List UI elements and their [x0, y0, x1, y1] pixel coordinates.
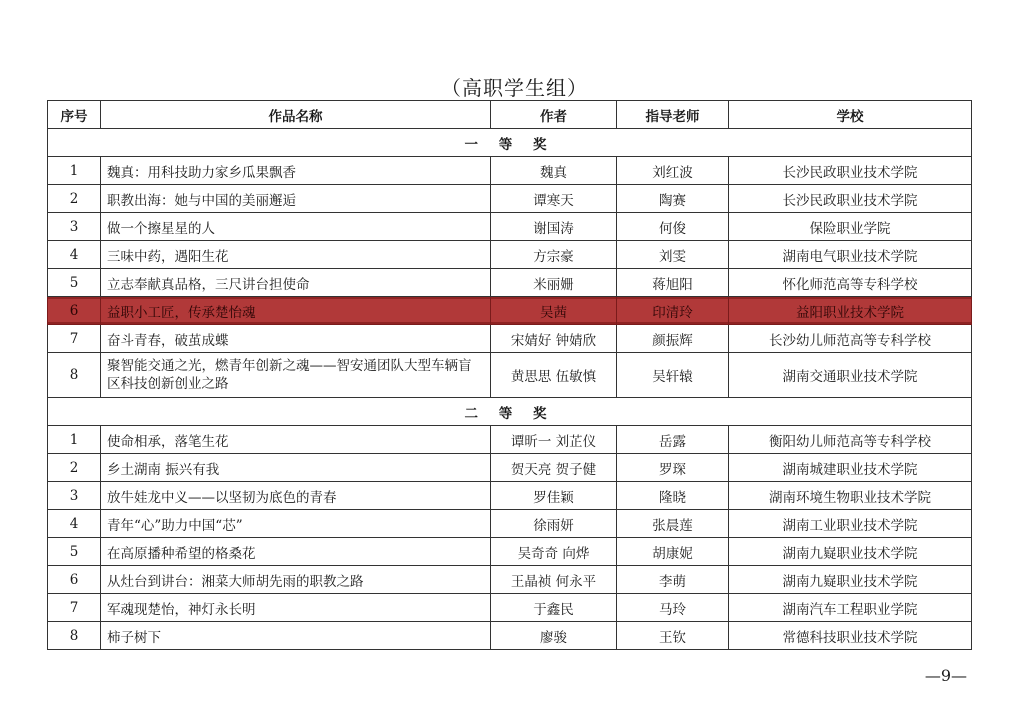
cell-school: 湖南电气职业技术学院 — [729, 241, 972, 269]
table-row-highlighted — [48, 297, 972, 325]
cell-advisor: 罗琛 — [617, 454, 729, 482]
cell-advisor: 刘红波 — [617, 157, 729, 185]
cell-school: 湖南九嶷职业技术学院 — [729, 566, 972, 594]
cell-no: 7 — [48, 594, 101, 622]
header-advisor: 指导老师 — [617, 101, 729, 129]
table-row — [48, 538, 972, 566]
cell-no: 8 — [48, 622, 101, 650]
cell-author: 米丽姗 — [491, 269, 617, 297]
cell-work: 立志奉献真品格，三尺讲台担使命 — [101, 269, 491, 297]
cell-school: 长沙民政职业技术学院 — [729, 185, 972, 213]
cell-advisor: 刘雯 — [617, 241, 729, 269]
cell-advisor: 陶赛 — [617, 185, 729, 213]
cell-no: 8 — [48, 353, 101, 398]
cell-work: 益职小工匠，传承楚怡魂 — [101, 297, 491, 325]
cell-advisor: 王钦 — [617, 622, 729, 650]
table-row — [48, 566, 972, 594]
cell-advisor: 蒋旭阳 — [617, 269, 729, 297]
cell-advisor: 李萌 — [617, 566, 729, 594]
cell-school: 衡阳幼儿师范高等专科学校 — [729, 426, 972, 454]
cell-no: 5 — [48, 538, 101, 566]
cell-school: 湖南交通职业技术学院 — [729, 353, 972, 398]
award-table — [47, 100, 972, 650]
cell-author: 吴茜 — [491, 297, 617, 325]
cell-author: 徐雨妍 — [491, 510, 617, 538]
cell-no: 1 — [48, 426, 101, 454]
cell-work: 从灶台到讲台：湘菜大师胡先雨的职教之路 — [101, 566, 491, 594]
cell-work: 军魂现楚怡，神灯永长明 — [101, 594, 491, 622]
header-row — [48, 101, 972, 129]
cell-work: 青年“心”助力中国“芯” — [101, 510, 491, 538]
cell-no: 7 — [48, 325, 101, 353]
table-title: （高职学生组） — [441, 76, 588, 100]
table-row — [48, 510, 972, 538]
cell-author: 谭昕一 刘芷仪 — [491, 426, 617, 454]
table-row — [48, 353, 972, 398]
cell-advisor: 吴轩辕 — [617, 353, 729, 398]
cell-work: 职教出海：她与中国的美丽邂逅 — [101, 185, 491, 213]
cell-no: 5 — [48, 269, 101, 297]
cell-author: 贺天亮 贺子健 — [491, 454, 617, 482]
cell-school: 湖南环境生物职业技术学院 — [729, 482, 972, 510]
cell-school: 保险职业学院 — [729, 213, 972, 241]
cell-advisor: 隆晓 — [617, 482, 729, 510]
cell-work: 放牛娃龙中义——以坚韧为底色的青春 — [101, 482, 491, 510]
table-row — [48, 622, 972, 650]
cell-no: 3 — [48, 213, 101, 241]
cell-work: 乡土湖南 振兴有我 — [101, 454, 491, 482]
cell-author: 罗佳颖 — [491, 482, 617, 510]
cell-school: 湖南工业职业技术学院 — [729, 510, 972, 538]
cell-author: 谭寒天 — [491, 185, 617, 213]
table-row — [48, 157, 972, 185]
cell-school: 长沙民政职业技术学院 — [729, 157, 972, 185]
cell-work: 魏真：用科技助力家乡瓜果飘香 — [101, 157, 491, 185]
cell-work: 在高原播种希望的格桑花 — [101, 538, 491, 566]
cell-no: 6 — [48, 566, 101, 594]
cell-advisor: 何俊 — [617, 213, 729, 241]
cell-author: 方宗豪 — [491, 241, 617, 269]
cell-no: 4 — [48, 510, 101, 538]
page-number: —9— — [924, 666, 967, 685]
cell-school: 常德科技职业技术学院 — [729, 622, 972, 650]
table-row — [48, 325, 972, 353]
cell-no: 2 — [48, 454, 101, 482]
cell-work: 奋斗青春，破茧成蝶 — [101, 325, 491, 353]
table-row — [48, 426, 972, 454]
cell-school: 湖南城建职业技术学院 — [729, 454, 972, 482]
header-work: 作品名称 — [101, 101, 491, 129]
cell-author: 谢国涛 — [491, 213, 617, 241]
table-row — [48, 594, 972, 622]
section-label: 二 等 奖 — [48, 398, 972, 426]
header-school: 学校 — [729, 101, 972, 129]
cell-author: 黄思思 伍敏慎 — [491, 353, 617, 398]
header-no: 序号 — [48, 101, 101, 129]
table-body — [48, 129, 972, 650]
cell-school: 长沙幼儿师范高等专科学校 — [729, 325, 972, 353]
cell-author: 吴奇奇 向烨 — [491, 538, 617, 566]
cell-work: 柿子树下 — [101, 622, 491, 650]
cell-no: 6 — [48, 297, 101, 325]
cell-no: 4 — [48, 241, 101, 269]
cell-author: 王晶祯 何永平 — [491, 566, 617, 594]
table-row — [48, 269, 972, 297]
cell-advisor: 颜振辉 — [617, 325, 729, 353]
cell-school: 湖南汽车工程职业学院 — [729, 594, 972, 622]
cell-author: 魏真 — [491, 157, 617, 185]
cell-work: 使命相承，落笔生花 — [101, 426, 491, 454]
cell-school: 益阳职业技术学院 — [729, 297, 972, 325]
section-row — [48, 398, 972, 426]
cell-no: 2 — [48, 185, 101, 213]
cell-school: 湖南九嶷职业技术学院 — [729, 538, 972, 566]
cell-author: 于鑫民 — [491, 594, 617, 622]
cell-no: 3 — [48, 482, 101, 510]
table-row — [48, 482, 972, 510]
cell-author: 廖骏 — [491, 622, 617, 650]
section-label: 一 等 奖 — [48, 129, 972, 157]
cell-author: 宋婧好 钟婧欣 — [491, 325, 617, 353]
cell-advisor: 印清玲 — [617, 297, 729, 325]
cell-no: 1 — [48, 157, 101, 185]
cell-work: 做一个擦星星的人 — [101, 213, 491, 241]
section-row — [48, 129, 972, 157]
table-row — [48, 185, 972, 213]
cell-advisor: 张晨莲 — [617, 510, 729, 538]
cell-advisor: 马玲 — [617, 594, 729, 622]
table-row — [48, 241, 972, 269]
table-row — [48, 213, 972, 241]
cell-school: 怀化师范高等专科学校 — [729, 269, 972, 297]
table-row — [48, 454, 972, 482]
header-author: 作者 — [491, 101, 617, 129]
cell-advisor: 岳露 — [617, 426, 729, 454]
cell-advisor: 胡康妮 — [617, 538, 729, 566]
cell-work: 三味中药，遇阳生花 — [101, 241, 491, 269]
cell-work: 聚智能交通之光，燃青年创新之魂——智安通团队大型车辆盲区科技创新创业之路 — [101, 353, 491, 398]
